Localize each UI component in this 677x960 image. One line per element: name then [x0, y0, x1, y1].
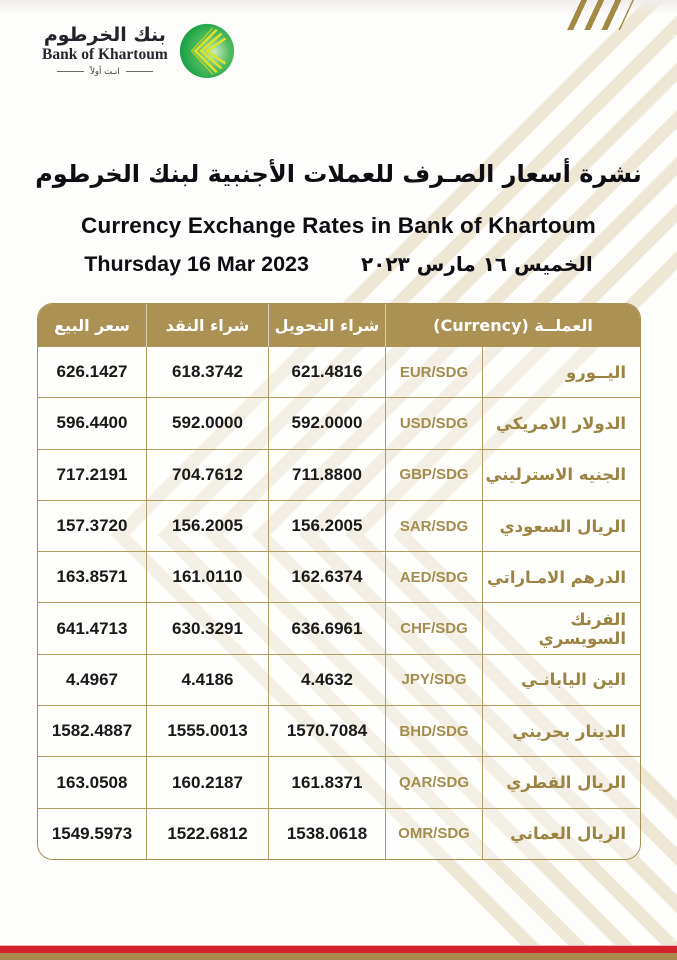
rate-row [38, 705, 640, 756]
date-arabic: الخميس ١٦ مارس ٢٠٢٣ [360, 252, 593, 276]
currency-name-cell: الريال القطري [482, 757, 640, 807]
rate-row [38, 500, 640, 551]
cash-buy-rate-cell: 160.2187 [146, 757, 268, 807]
sell-rate-cell: 157.3720 [38, 501, 146, 551]
cash-buy-rate-cell: 4.4186 [146, 655, 268, 705]
currency-code-cell: EUR/SDG [385, 347, 482, 397]
currency-code-cell: BHD/SDG [385, 706, 482, 756]
transfer-buy-rate-cell: 161.8371 [268, 757, 385, 807]
currency-name-cell: الريال العماني [482, 809, 640, 859]
cash-buy-rate-cell: 618.3742 [146, 347, 268, 397]
tagline-text: انـت أولاً [90, 66, 120, 77]
currency-code-cell: QAR/SDG [385, 757, 482, 807]
transfer-buy-rate-cell: 636.6961 [268, 603, 385, 653]
currency-code-cell: SAR/SDG [385, 501, 482, 551]
rate-row [38, 756, 640, 807]
currency-name-cell: الين اليابانـي [482, 655, 640, 705]
sell-rate-cell: 163.0508 [38, 757, 146, 807]
currency-name-cell: الفرنك السويسري [482, 603, 640, 653]
transfer-buy-rate-cell: 592.0000 [268, 398, 385, 448]
cash-buy-rate-cell: 1555.0013 [146, 706, 268, 756]
footer-gold-bar [0, 953, 677, 960]
cash-buy-rate-cell: 630.3291 [146, 603, 268, 653]
currency-name-cell: اليــورو [482, 347, 640, 397]
rate-row [38, 551, 640, 602]
transfer-buy-rate-cell: 711.8800 [268, 450, 385, 500]
rate-row [38, 602, 640, 653]
bulletin-title-arabic: نشرة أسعار الصـرف للعملات الأجنبية لبنك الخرطوم [35, 160, 642, 188]
sell-rate-cell: 717.2191 [38, 450, 146, 500]
header-cash-buy: شراء النقد [146, 304, 268, 347]
tagline-rule-right [126, 71, 153, 72]
header-currency: العملــة (Currency) [385, 304, 640, 347]
transfer-buy-rate-cell: 1538.0618 [268, 809, 385, 859]
header-sell-price: سعر البيع [54, 316, 130, 335]
currency-name-cell: الريال السعودي [482, 501, 640, 551]
date-english: Thursday 16 Mar 2023 [84, 252, 309, 276]
currency-code-cell: JPY/SDG [385, 655, 482, 705]
cash-buy-rate-cell: 156.2005 [146, 501, 268, 551]
currency-code-cell: CHF/SDG [385, 603, 482, 653]
sell-rate-cell: 1549.5973 [38, 809, 146, 859]
currency-name-cell: الجنيه الاسترليني [482, 450, 640, 500]
table-body [38, 347, 640, 859]
rate-row [38, 449, 640, 500]
cash-buy-rate-cell: 1522.6812 [146, 809, 268, 859]
currency-name-cell: الدينار بحريني [482, 706, 640, 756]
bank-logo [42, 22, 236, 80]
currency-code-cell: GBP/SDG [385, 450, 482, 500]
footer-red-bar [0, 945, 677, 953]
exchange-rates-table [37, 303, 641, 860]
currency-name-cell: الدولار الامريكي [482, 398, 640, 448]
rate-row [38, 397, 640, 448]
bulletin-title-english: Currency Exchange Rates in Bank of Khartoum [81, 213, 596, 238]
tagline-rule-left [57, 71, 84, 72]
table-header-row [38, 304, 640, 347]
bank-name-english: Bank of Khartoum [42, 45, 168, 63]
sell-rate-cell: 641.4713 [38, 603, 146, 653]
sell-rate-cell: 1582.4887 [38, 706, 146, 756]
rate-row [38, 654, 640, 705]
header-transfer-buy: شراء التحويل [268, 304, 385, 347]
cash-buy-rate-cell: 161.0110 [146, 552, 268, 602]
rate-row [38, 808, 640, 859]
transfer-buy-rate-cell: 621.4816 [268, 347, 385, 397]
transfer-buy-rate-cell: 4.4632 [268, 655, 385, 705]
cash-buy-rate-cell: 592.0000 [146, 398, 268, 448]
rate-row [38, 347, 640, 397]
bank-name-arabic: بنك الخرطوم [43, 23, 166, 46]
cash-buy-rate-cell: 704.7612 [146, 450, 268, 500]
bank-logo-text [42, 23, 168, 77]
currency-code-cell: OMR/SDG [385, 809, 482, 859]
bulletin-date [0, 252, 677, 277]
transfer-buy-rate-cell: 156.2005 [268, 501, 385, 551]
transfer-buy-rate-cell: 1570.7084 [268, 706, 385, 756]
currency-name-cell: الدرهم الامـاراتي [482, 552, 640, 602]
sell-rate-cell: 163.8571 [38, 552, 146, 602]
bank-logo-icon [178, 22, 236, 80]
sell-rate-cell: 4.4967 [38, 655, 146, 705]
currency-code-cell: AED/SDG [385, 552, 482, 602]
currency-code-cell: USD/SDG [385, 398, 482, 448]
bank-tagline [57, 67, 153, 77]
sell-rate-cell: 596.4400 [38, 398, 146, 448]
transfer-buy-rate-cell: 162.6374 [268, 552, 385, 602]
sell-rate-cell: 626.1427 [38, 347, 146, 397]
